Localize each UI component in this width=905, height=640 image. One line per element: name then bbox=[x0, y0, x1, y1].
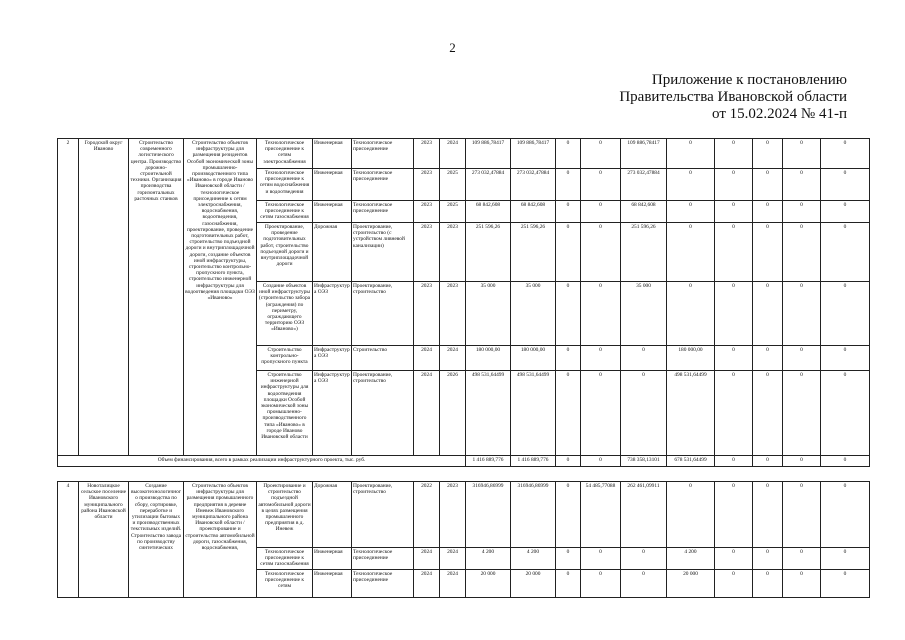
page-number: 2 bbox=[449, 40, 456, 55]
amount-cell: 0 bbox=[581, 282, 621, 346]
total-amount-cell: 738 358,13101 bbox=[621, 456, 667, 467]
event-cell: Создание объектов иной инфраструктуры (строительство забора (ограждения) по периметру, ограждающего территорию ОЭЗ «Иваново») bbox=[257, 282, 313, 346]
total-row bbox=[58, 456, 870, 467]
total-amount-cell: 678 531,64499 bbox=[667, 456, 715, 467]
end-year-cell: 2024 bbox=[440, 139, 466, 169]
amount-cell: 273 032,47884 bbox=[621, 169, 667, 201]
amount-cell: 4 200 bbox=[511, 548, 556, 570]
amount-cell: 0 bbox=[556, 139, 581, 169]
start-year-cell: 2022 bbox=[414, 482, 440, 548]
work-type-cell: Технологическое присоединение bbox=[352, 201, 414, 223]
end-year-cell: 2023 bbox=[440, 223, 466, 282]
total-amount-cell: 273 032,47884 bbox=[466, 169, 511, 201]
amount-cell: 0 bbox=[753, 282, 783, 346]
infrastructure-project-cell: Строительство объектов инфраструктуры для размещения резидентов Особой экономической зоны промышленно-производственного типа «Иваново» в городе Иваново Ивановской области / технологическое присоединение к сетям электроснабжения, водоснабжения, водоотведения, газоснабжения, проектирование, проведение подготовительных работ, строительство подъездной дороги и внутриплощадочной дороги, создание объектов иной инфраструктуры, строительство контрольно-пропускного пункта, строительство инженерной инфраструктуры для водоотведения площадки ОЭЗ «Иваново» bbox=[184, 139, 257, 456]
infrastructure-type-cell: Инфраструктура ОЭЗ bbox=[313, 371, 352, 456]
amount-cell: 0 bbox=[715, 482, 753, 548]
event-cell: Технологическое присоединение к сетям газоснабжения bbox=[257, 201, 313, 223]
amount-cell: 0 bbox=[556, 569, 581, 597]
amount-cell: 0 bbox=[753, 548, 783, 570]
end-year-cell: 2024 bbox=[440, 548, 466, 570]
amount-cell: 0 bbox=[556, 282, 581, 346]
infrastructure-project-cell: Строительство объектов инфраструктуры для размещения промышленного предприятия в деревне Иневеж Ивановского муниципального района Ивановской области / проектирование и строительство автомобильной дороги, газоснабжения, водоснабжения, bbox=[184, 482, 257, 598]
event-cell: Технологическое присоединение к сетям электроснабжения bbox=[257, 139, 313, 169]
work-type-cell: Технологическое присоединение bbox=[352, 569, 414, 597]
infrastructure-type-cell: Инженерная bbox=[313, 201, 352, 223]
amount-cell: 251 596,26 bbox=[621, 223, 667, 282]
amount-cell: 0 bbox=[783, 346, 821, 371]
total-amount-cell: 0 bbox=[783, 456, 821, 467]
amount-cell: 0 bbox=[715, 371, 753, 456]
amount-cell: 68 842,608 bbox=[511, 201, 556, 223]
total-amount-cell: 0 bbox=[715, 456, 753, 467]
amount-cell: 0 bbox=[581, 139, 621, 169]
start-year-cell: 2023 bbox=[414, 139, 440, 169]
infrastructure-type-cell: Инженерная bbox=[313, 139, 352, 169]
total-amount-cell: 35 000 bbox=[466, 282, 511, 346]
amount-cell: 0 bbox=[753, 371, 783, 456]
amount-cell: 20 000 bbox=[667, 569, 715, 597]
amount-cell: 0 bbox=[783, 169, 821, 201]
row-number-cell: 4 bbox=[58, 482, 79, 598]
infrastructure-type-cell: Инфраструктура ОЭЗ bbox=[313, 346, 352, 371]
amount-cell: 0 bbox=[715, 282, 753, 346]
amount-cell: 0 bbox=[667, 139, 715, 169]
total-amount-cell: 1 416 889,776 bbox=[466, 456, 511, 467]
amount-cell: 0 bbox=[715, 169, 753, 201]
infrastructure-type-cell: Дорожная bbox=[313, 482, 352, 548]
amount-cell: 0 bbox=[753, 223, 783, 282]
amount-cell: 0 bbox=[783, 482, 821, 548]
total-amount-cell: 109 886,78417 bbox=[466, 139, 511, 169]
end-year-cell: 2026 bbox=[440, 371, 466, 456]
amount-cell: 0 bbox=[821, 548, 870, 570]
start-year-cell: 2024 bbox=[414, 548, 440, 570]
municipality-cell: Городской округ Иваново bbox=[79, 139, 129, 456]
amount-cell: 0 bbox=[581, 569, 621, 597]
investment-project-cell: Строительство современного логистического центра. Производство дорожно-строительной техники. Организация производства горизонтальных расточных станков bbox=[129, 139, 184, 456]
amount-cell: 0 bbox=[753, 139, 783, 169]
amount-cell: 68 842,608 bbox=[621, 201, 667, 223]
amount-cell: 251 596,26 bbox=[511, 223, 556, 282]
row-number-cell: 2 bbox=[58, 139, 79, 456]
amount-cell: 0 bbox=[621, 346, 667, 371]
amount-cell: 54 485,77088 bbox=[581, 482, 621, 548]
investment-project-cell: Создание высокотехнологичного производства по сбору, сортировке, переработке и утилизации бытовых и производственных текстильных изделий. Строительство завода по производству синтетических bbox=[129, 482, 184, 598]
total-amount-cell: 68 842,608 bbox=[466, 201, 511, 223]
start-year-cell: 2024 bbox=[414, 569, 440, 597]
amount-cell: 0 bbox=[783, 569, 821, 597]
work-type-cell: Проектирование, строительство (с устройством ливневой канализации) bbox=[352, 223, 414, 282]
amount-cell: 0 bbox=[821, 482, 870, 548]
infrastructure-type-cell: Инженерная bbox=[313, 169, 352, 201]
amount-cell: 0 bbox=[581, 223, 621, 282]
start-year-cell: 2023 bbox=[414, 169, 440, 201]
document-header bbox=[619, 72, 847, 123]
amount-cell: 0 bbox=[581, 371, 621, 456]
amount-cell: 0 bbox=[667, 201, 715, 223]
amount-cell: 0 bbox=[556, 201, 581, 223]
amount-cell: 0 bbox=[556, 548, 581, 570]
table-row bbox=[58, 482, 870, 548]
amount-cell: 0 bbox=[621, 569, 667, 597]
total-amount-cell: 0 bbox=[753, 456, 783, 467]
start-year-cell: 2023 bbox=[414, 282, 440, 346]
total-amount-cell: 251 596,26 bbox=[466, 223, 511, 282]
amount-cell: 0 bbox=[753, 569, 783, 597]
work-type-cell: Технологическое присоединение bbox=[352, 139, 414, 169]
infrastructure-type-cell: Инфраструктура ОЭЗ bbox=[313, 282, 352, 346]
total-amount-cell: 316946,86999 bbox=[466, 482, 511, 548]
header-line-2: Правительства Ивановской области bbox=[619, 89, 847, 105]
header-line-1: Приложение к постановлению bbox=[651, 72, 847, 88]
work-type-cell: Проектирование, строительство bbox=[352, 482, 414, 548]
amount-cell: 0 bbox=[556, 223, 581, 282]
table-row bbox=[58, 139, 870, 169]
amount-cell: 0 bbox=[556, 169, 581, 201]
amount-cell: 0 bbox=[667, 169, 715, 201]
amount-cell: 0 bbox=[556, 346, 581, 371]
amount-cell: 0 bbox=[783, 282, 821, 346]
start-year-cell: 2023 bbox=[414, 201, 440, 223]
amount-cell: 0 bbox=[715, 346, 753, 371]
amount-cell: 0 bbox=[667, 282, 715, 346]
amount-cell: 0 bbox=[556, 371, 581, 456]
amount-cell: 0 bbox=[581, 201, 621, 223]
amount-cell: 180 000,00 bbox=[511, 346, 556, 371]
amount-cell: 0 bbox=[715, 223, 753, 282]
start-year-cell: 2024 bbox=[414, 346, 440, 371]
amount-cell: 498 531,64499 bbox=[511, 371, 556, 456]
amount-cell: 180 000,00 bbox=[667, 346, 715, 371]
amount-cell: 0 bbox=[821, 569, 870, 597]
amount-cell: 0 bbox=[821, 282, 870, 346]
total-amount-cell: 0 bbox=[556, 456, 581, 467]
infrastructure-type-cell: Инженерная bbox=[313, 548, 352, 570]
amount-cell: 0 bbox=[753, 169, 783, 201]
event-cell: Технологическое присоединение к сетям водоснабжения и водоотведения bbox=[257, 169, 313, 201]
amount-cell: 35 000 bbox=[621, 282, 667, 346]
amount-cell: 498 531,64499 bbox=[667, 371, 715, 456]
amount-cell: 20 000 bbox=[511, 569, 556, 597]
amount-cell: 273 032,47884 bbox=[511, 169, 556, 201]
start-year-cell: 2023 bbox=[414, 223, 440, 282]
total-amount-cell: 0 bbox=[581, 456, 621, 467]
amount-cell: 0 bbox=[783, 139, 821, 169]
amount-cell: 0 bbox=[581, 346, 621, 371]
amount-cell: 109 886,78417 bbox=[511, 139, 556, 169]
amount-cell: 0 bbox=[753, 482, 783, 548]
total-amount-cell: 4 200 bbox=[466, 548, 511, 570]
amount-cell: 0 bbox=[715, 548, 753, 570]
amount-cell: 0 bbox=[715, 569, 753, 597]
infrastructure-type-cell: Инженерная bbox=[313, 569, 352, 597]
event-cell: Технологическое присоединение к сетям газоснабжения bbox=[257, 548, 313, 570]
amount-cell: 0 bbox=[581, 169, 621, 201]
work-type-cell: Строительство bbox=[352, 346, 414, 371]
total-label-cell: Объем финансирования, всего в рамках реализации инфраструктурного проекта, тыс. руб. bbox=[58, 456, 466, 467]
amount-cell: 0 bbox=[621, 548, 667, 570]
end-year-cell: 2024 bbox=[440, 569, 466, 597]
event-cell: Проектирование, проведение подготовительных работ, строительство подъездной дороги и внутриплощадочной дороги bbox=[257, 223, 313, 282]
event-cell: Строительство инженерной инфраструктуры для водоотведения площадки Особой экономической зоны промышленно-производственного типа «Иваново» в городе Иваново Ивановской области bbox=[257, 371, 313, 456]
amount-cell: 0 bbox=[581, 548, 621, 570]
amount-cell: 0 bbox=[821, 346, 870, 371]
amount-cell: 0 bbox=[753, 346, 783, 371]
amount-cell: 0 bbox=[821, 201, 870, 223]
amount-cell: 0 bbox=[753, 201, 783, 223]
amount-cell: 0 bbox=[667, 223, 715, 282]
amount-cell: 0 bbox=[821, 223, 870, 282]
total-amount-cell: 0 bbox=[821, 456, 870, 467]
amount-cell: 0 bbox=[821, 139, 870, 169]
amount-cell: 262 461,09911 bbox=[621, 482, 667, 548]
end-year-cell: 2025 bbox=[440, 169, 466, 201]
work-type-cell: Технологическое присоединение bbox=[352, 548, 414, 570]
end-year-cell: 2025 bbox=[440, 201, 466, 223]
amount-cell: 0 bbox=[715, 139, 753, 169]
amount-cell: 0 bbox=[667, 482, 715, 548]
total-amount-cell: 1 416 889,776 bbox=[511, 456, 556, 467]
end-year-cell: 2023 bbox=[440, 482, 466, 548]
amount-cell: 0 bbox=[821, 169, 870, 201]
event-cell: Строительство контрольно-пропускного пункта bbox=[257, 346, 313, 371]
amount-cell: 4 200 bbox=[667, 548, 715, 570]
amount-cell: 0 bbox=[783, 371, 821, 456]
amount-cell: 0 bbox=[715, 201, 753, 223]
total-amount-cell: 498 531,64499 bbox=[466, 371, 511, 456]
financing-table-2 bbox=[57, 481, 870, 598]
event-cell: Проектирование и строительство подъездной автомобильной дороги в целях размещения промышленного предприятия в д. Иневеж bbox=[257, 482, 313, 548]
work-type-cell: Проектирование, строительство bbox=[352, 371, 414, 456]
amount-cell: 109 886,78417 bbox=[621, 139, 667, 169]
total-amount-cell: 180 000,00 bbox=[466, 346, 511, 371]
start-year-cell: 2024 bbox=[414, 371, 440, 456]
amount-cell: 0 bbox=[783, 548, 821, 570]
amount-cell: 0 bbox=[821, 371, 870, 456]
municipality-cell: Новоталицкое сельское поселение Ивановского муниципального района Ивановской области bbox=[79, 482, 129, 598]
header-line-3: от 15.02.2024 № 41-п bbox=[712, 106, 847, 122]
amount-cell: 0 bbox=[621, 371, 667, 456]
amount-cell: 0 bbox=[556, 482, 581, 548]
amount-cell: 316946,86999 bbox=[511, 482, 556, 548]
amount-cell: 0 bbox=[783, 223, 821, 282]
amount-cell: 0 bbox=[783, 201, 821, 223]
end-year-cell: 2023 bbox=[440, 282, 466, 346]
work-type-cell: Технологическое присоединение bbox=[352, 169, 414, 201]
total-amount-cell: 20 000 bbox=[466, 569, 511, 597]
end-year-cell: 2024 bbox=[440, 346, 466, 371]
financing-table-1 bbox=[57, 138, 870, 467]
work-type-cell: Проектирование, строительство bbox=[352, 282, 414, 346]
infrastructure-type-cell: Дорожная bbox=[313, 223, 352, 282]
event-cell: Технологическое присоединение к сетям bbox=[257, 569, 313, 597]
amount-cell: 35 000 bbox=[511, 282, 556, 346]
